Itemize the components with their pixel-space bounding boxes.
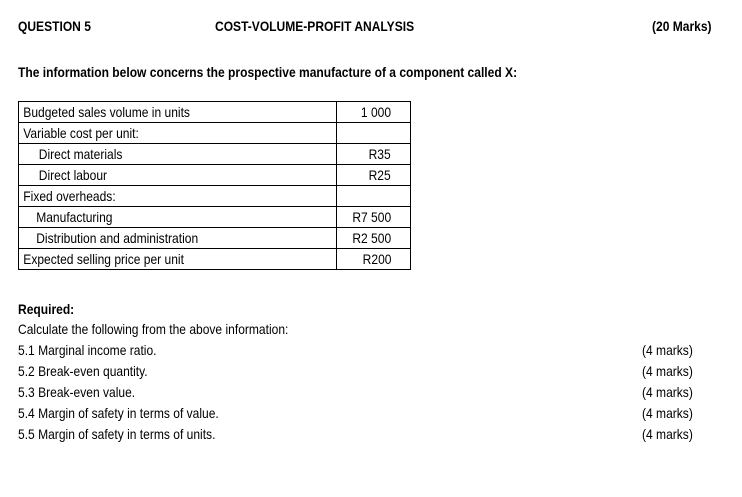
task-marks: (4 marks) — [642, 405, 693, 421]
row-label: Direct labour — [38, 167, 108, 183]
row-label-cell — [19, 207, 337, 228]
task-marks: (4 marks) — [642, 426, 693, 442]
row-label-cell — [19, 123, 337, 144]
task-item: 5.2 Break-even quantity. — [18, 363, 148, 379]
row-label-cell — [19, 165, 337, 186]
row-label: Direct materials — [38, 146, 123, 162]
task-marks: (4 marks) — [642, 363, 693, 379]
row-value-cell — [337, 228, 411, 249]
table-row — [19, 228, 411, 249]
row-label-cell — [19, 102, 337, 123]
cost-data-table — [18, 101, 411, 270]
task-item: 5.1 Marginal income ratio. — [18, 342, 157, 358]
table-row — [19, 186, 411, 207]
row-label-cell — [19, 186, 337, 207]
required-heading: Required: — [18, 301, 75, 317]
question-title: COST-VOLUME-PROFIT ANALYSIS — [215, 18, 415, 34]
row-value-cell — [337, 102, 411, 123]
question-total-marks: (20 Marks) — [652, 18, 712, 34]
row-value: R7 500 — [352, 209, 391, 225]
row-value: R200 — [362, 251, 391, 267]
task-item: 5.5 Margin of safety in terms of units. — [18, 426, 216, 442]
row-label: Expected selling price per unit — [23, 251, 184, 267]
row-value: 1 000 — [360, 104, 391, 120]
question-number: QUESTION 5 — [18, 18, 91, 34]
row-label: Fixed overheads: — [23, 188, 116, 204]
task-item: 5.3 Break-even value. — [18, 384, 136, 400]
table-row — [19, 207, 411, 228]
table-row — [19, 123, 411, 144]
row-value-cell — [337, 249, 411, 270]
table-row — [19, 102, 411, 123]
row-value-cell — [337, 165, 411, 186]
table-row — [19, 249, 411, 270]
table-row — [19, 144, 411, 165]
required-intro: Calculate the following from the above information: — [18, 321, 289, 337]
row-label-cell — [19, 228, 337, 249]
row-label: Budgeted sales volume in units — [23, 104, 190, 120]
row-label: Manufacturing — [36, 209, 113, 225]
row-value: R25 — [368, 167, 391, 183]
row-label-cell — [19, 249, 337, 270]
row-label: Distribution and administration — [36, 230, 199, 246]
row-value: R2 500 — [352, 230, 391, 246]
task-item: 5.4 Margin of safety in terms of value. — [18, 405, 219, 421]
row-label-cell — [19, 144, 337, 165]
task-marks: (4 marks) — [642, 342, 693, 358]
row-value-cell — [337, 144, 411, 165]
row-value-cell — [337, 186, 411, 207]
task-marks: (4 marks) — [642, 384, 693, 400]
row-value: R35 — [368, 146, 391, 162]
row-label: Variable cost per unit: — [23, 125, 139, 141]
row-value-cell — [337, 207, 411, 228]
intro-text: The information below concerns the prospective manufacture of a component called X: — [18, 64, 518, 80]
row-value-cell — [337, 123, 411, 144]
table-row — [19, 165, 411, 186]
